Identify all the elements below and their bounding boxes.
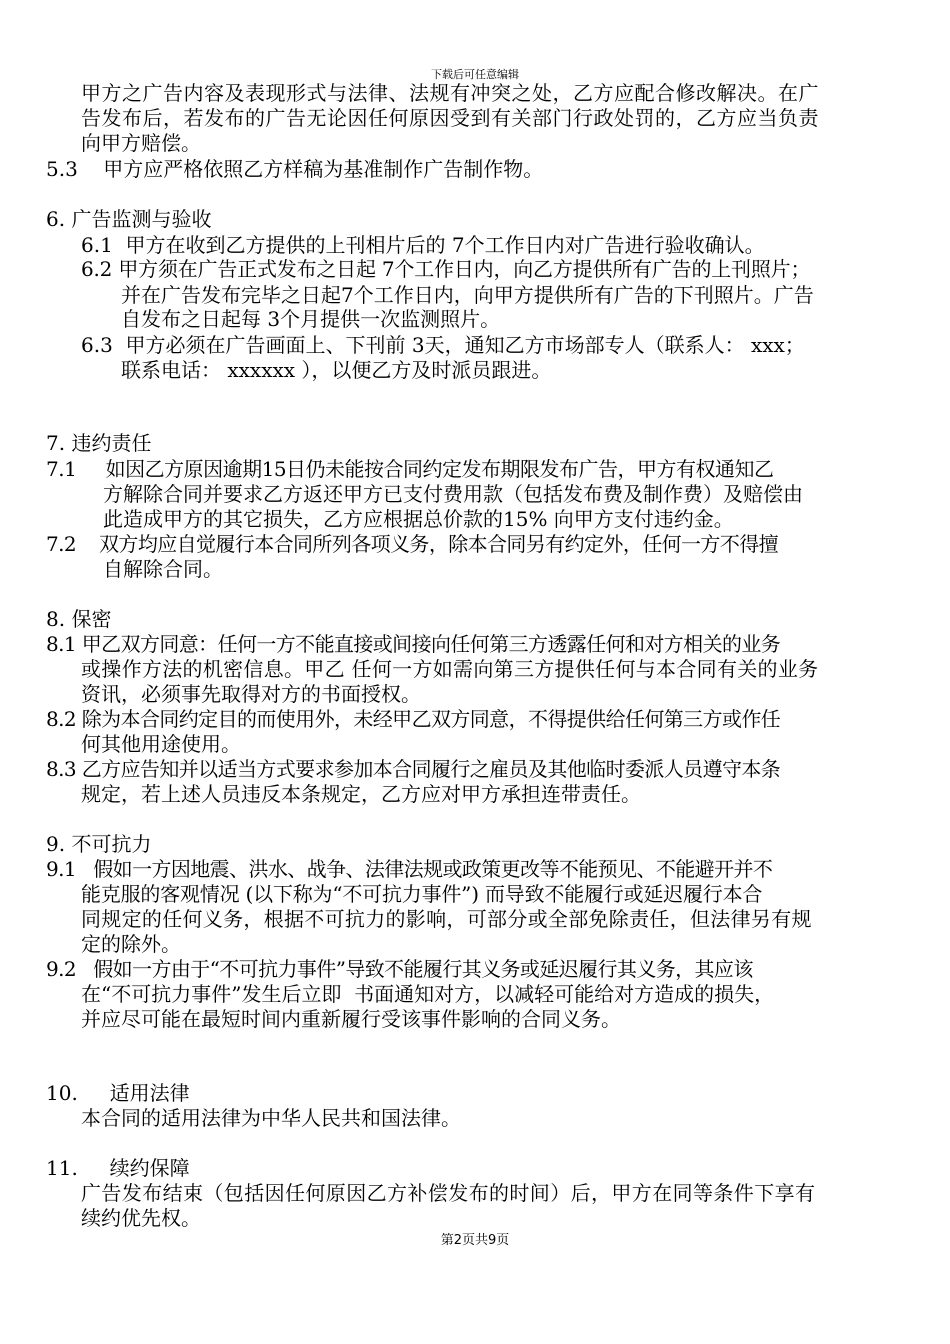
text-line: 规定，若上述人员违反本条规定，乙方应对甲方承担连带责任。 — [81, 782, 641, 806]
section-heading: 8. 保密 — [46, 607, 112, 631]
text-line: 并在广告发布完毕之日起7个工作日内，向甲方提供所有广告的下刊照片。广告 — [121, 283, 814, 307]
text-line: 或操作方法的机密信息。甲乙 任何一方如需向第三方提供任何与本合同有关的业务 — [81, 657, 819, 681]
text-line: 定的除外。 — [81, 932, 181, 956]
text-line: 此造成甲方的其它损失，乙方应根据总价款的15% 向甲方支付违约金。 — [103, 507, 734, 531]
text-line: 向甲方赔偿。 — [81, 131, 201, 155]
header-note: 下载后可任意编辑 — [431, 68, 519, 81]
text-line: 甲方之广告内容及表现形式与法律、法规有冲突之处，乙方应配合修改解决。在广 — [81, 81, 819, 105]
clause-6-3: 6.3 甲方必须在广告画面上、下刊前 3天，通知乙方市场部专人（联系人： xxx； — [81, 333, 805, 357]
clause-6-2: 6.2 甲方须在广告正式发布之日起 7个工作日内，向乙方提供所有广告的上刊照片； — [81, 257, 811, 281]
text-line: 联系电话： xxxxxx ），以便乙方及时派员跟进。 — [121, 358, 552, 382]
clause-9-2: 9.2 假如一方由于“不可抗力事件”导致不能履行其义务或延迟履行其义务，其应该 — [46, 957, 753, 981]
text-line: 在“不可抗力事件”发生后立即 书面通知对方，以减轻可能给对方造成的损失， — [81, 982, 775, 1006]
text-line: 何其他用途使用。 — [81, 732, 241, 756]
clause-8-2: 8.2 除为本合同约定目的而使用外，未经甲乙双方同意，不得提供给任何第三方或作任 — [46, 707, 781, 731]
text-line: 广告发布结束（包括因任何原因乙方补偿发布的时间）后，甲方在同等条件下享有 — [81, 1181, 816, 1205]
text-line: 能克服的客观情况 (以下称为“不可抗力事件”) 而导致不能履行或延迟履行本合 — [81, 882, 763, 906]
clause-7-2: 7.2 双方均应自觉履行本合同所列各项义务，除本合同另有约定外，任何一方不得擅 — [46, 532, 779, 556]
clause-7-1: 7.1 如因乙方原因逾期15日仍未能按合同约定发布期限发布广告，甲方有权通知乙 — [46, 457, 774, 481]
section-heading: 10. 适用法律 — [46, 1081, 190, 1105]
text-line: 方解除合同并要求乙方返还甲方已支付费用款（包括发布费及制作费）及赔偿由 — [103, 482, 803, 506]
clause-5-3: 5.3 甲方应严格依照乙方样稿为基准制作广告制作物。 — [46, 157, 544, 181]
text-line: 自解除合同。 — [103, 557, 223, 581]
text-line: 续约优先权。 — [81, 1206, 201, 1230]
clause-9-1: 9.1 假如一方因地震、洪水、战争、法律法规或政策更改等不能预见、不能避开并不 — [46, 857, 773, 881]
page-number-footer: 第2页共9页 — [440, 1233, 510, 1248]
text-line: 并应尽可能在最短时间内重新履行受该事件影响的合同义务。 — [81, 1007, 621, 1031]
section-heading: 7. 违约责任 — [46, 431, 152, 455]
text-line: 同规定的任何义务，根据不可抗力的影响，可部分或全部免除责任，但法律另有规 — [81, 907, 812, 931]
section-heading: 6. 广告监测与验收 — [46, 207, 212, 231]
clause-6-1: 6.1 甲方在收到乙方提供的上刊相片后的 7个工作日内对广告进行验收确认。 — [81, 233, 765, 257]
clause-8-3: 8.3 乙方应告知并以适当方式要求参加本合同履行之雇员及其他临时委派人员遵守本条 — [46, 757, 781, 781]
text-line: 告发布后，若发布的广告无论因任何原因受到有关部门行政处罚的，乙方应当负责 — [81, 106, 819, 130]
text-line: 自发布之日起每 3个月提供一次监测照片。 — [121, 307, 501, 331]
section-heading: 11. 续约保障 — [46, 1156, 190, 1180]
section-heading: 9. 不可抗力 — [46, 832, 152, 856]
clause-8-1: 8.1 甲乙双方同意：任何一方不能直接或间接向任何第三方透露任何和对方相关的业务 — [46, 632, 781, 656]
text-line: 资讯，必须事先取得对方的书面授权。 — [81, 682, 421, 706]
text-line: 本合同的适用法律为中华人民共和国法律。 — [81, 1106, 461, 1130]
